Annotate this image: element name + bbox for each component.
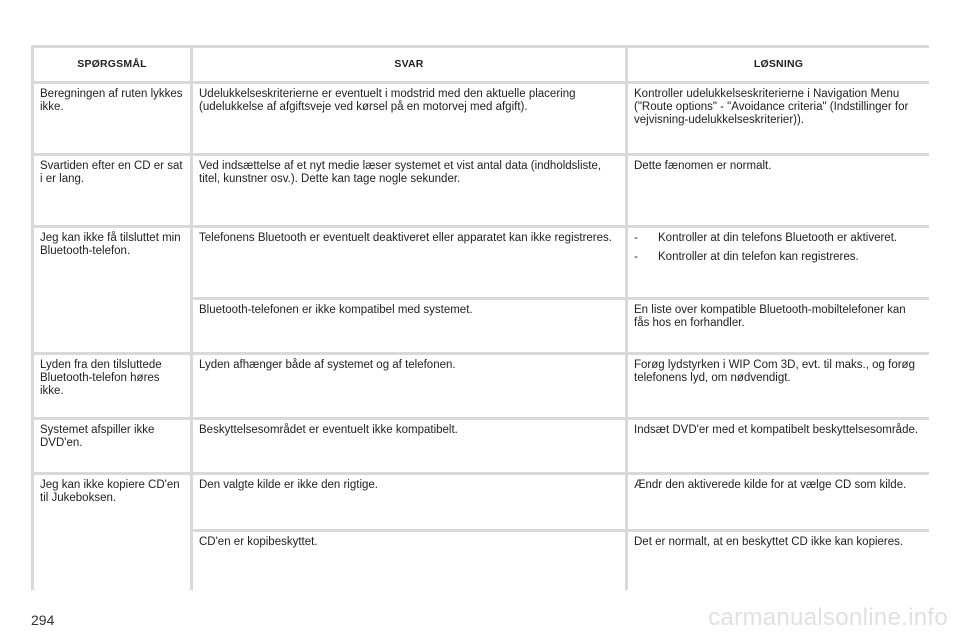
question-cell: Svartiden efter en CD er sat i er lang. [34,156,190,225]
answer-cell: CD'en er kopibeskyttet. [193,532,625,592]
solution-cell [628,228,929,297]
watermark: carmanualsonline.info [708,604,948,631]
solution-list-item [634,251,923,264]
column-header-question: SPØRGSMÅL [34,48,190,81]
answer-cell: Ved indsættelse af et nyt medie læser systemet et vist antal data (indholdsliste, titel, kunstner osv.). Dette kan tage nogle sekunder. [193,156,625,225]
answer-cell: Lyden afhænger både af systemet og af telefonen. [193,355,625,417]
solution-list-item [634,232,923,245]
question-cell: Jeg kan ikke kopiere CD'en til Jukeboksen. [34,475,190,592]
page-number: 294 [31,612,55,628]
solution-list-item-text: Kontroller at din telefon kan registreres. [658,251,859,263]
question-cell: Systemet afspiller ikke DVD'en. [34,420,190,472]
solution-cell: Indsæt DVD'er med et kompatibelt beskyttelsesområde. [628,420,929,472]
solution-cell: Forøg lydstyrken i WIP Com 3D, evt. til maks., og forøg telefonens lyd, om nødvendigt. [628,355,929,417]
question-cell: Lyden fra den tilsluttede Bluetooth-telefon høres ikke. [34,355,190,417]
answer-cell: Bluetooth-telefonen er ikke kompatibel med systemet. [193,300,625,352]
solution-cell: Det er normalt, at en beskyttet CD ikke kan kopieres. [628,532,929,592]
solution-list-item-text: Kontroller at din telefons Bluetooth er aktiveret. [658,232,898,244]
solution-cell: Dette fænomen er normalt. [628,156,929,225]
troubleshooting-table [31,45,929,590]
table-grid [34,48,926,587]
answer-cell: Beskyttelsesområdet er eventuelt ikke kompatibelt. [193,420,625,472]
solution-list [634,232,923,264]
answer-cell: Den valgte kilde er ikke den rigtige. [193,475,625,529]
solution-cell: Kontroller udelukkelseskriterierne i Navigation Menu ("Route options" - "Avoidance criteria" (Indstillinger for vejvisning-udelukkelseskriterier)). [628,84,929,153]
solution-cell: Ændr den aktiverede kilde for at vælge CD som kilde. [628,475,929,529]
solution-cell: En liste over kompatible Bluetooth-mobiltelefoner kan fås hos en forhandler. [628,300,929,352]
answer-cell: Udelukkelseskriterierne er eventuelt i modstrid med den aktuelle placering (udelukkelse af afgiftsveje ved kørsel på en motorvej med afgift). [193,84,625,153]
question-cell: Beregningen af ruten lykkes ikke. [34,84,190,153]
dash-marker: - [634,232,638,244]
dash-marker: - [634,251,638,263]
column-header-solution: LØSNING [628,48,929,81]
column-header-answer: SVAR [193,48,625,81]
question-cell: Jeg kan ikke få tilsluttet min Bluetooth-telefon. [34,228,190,352]
answer-cell: Telefonens Bluetooth er eventuelt deaktiveret eller apparatet kan ikke registreres. [193,228,625,297]
